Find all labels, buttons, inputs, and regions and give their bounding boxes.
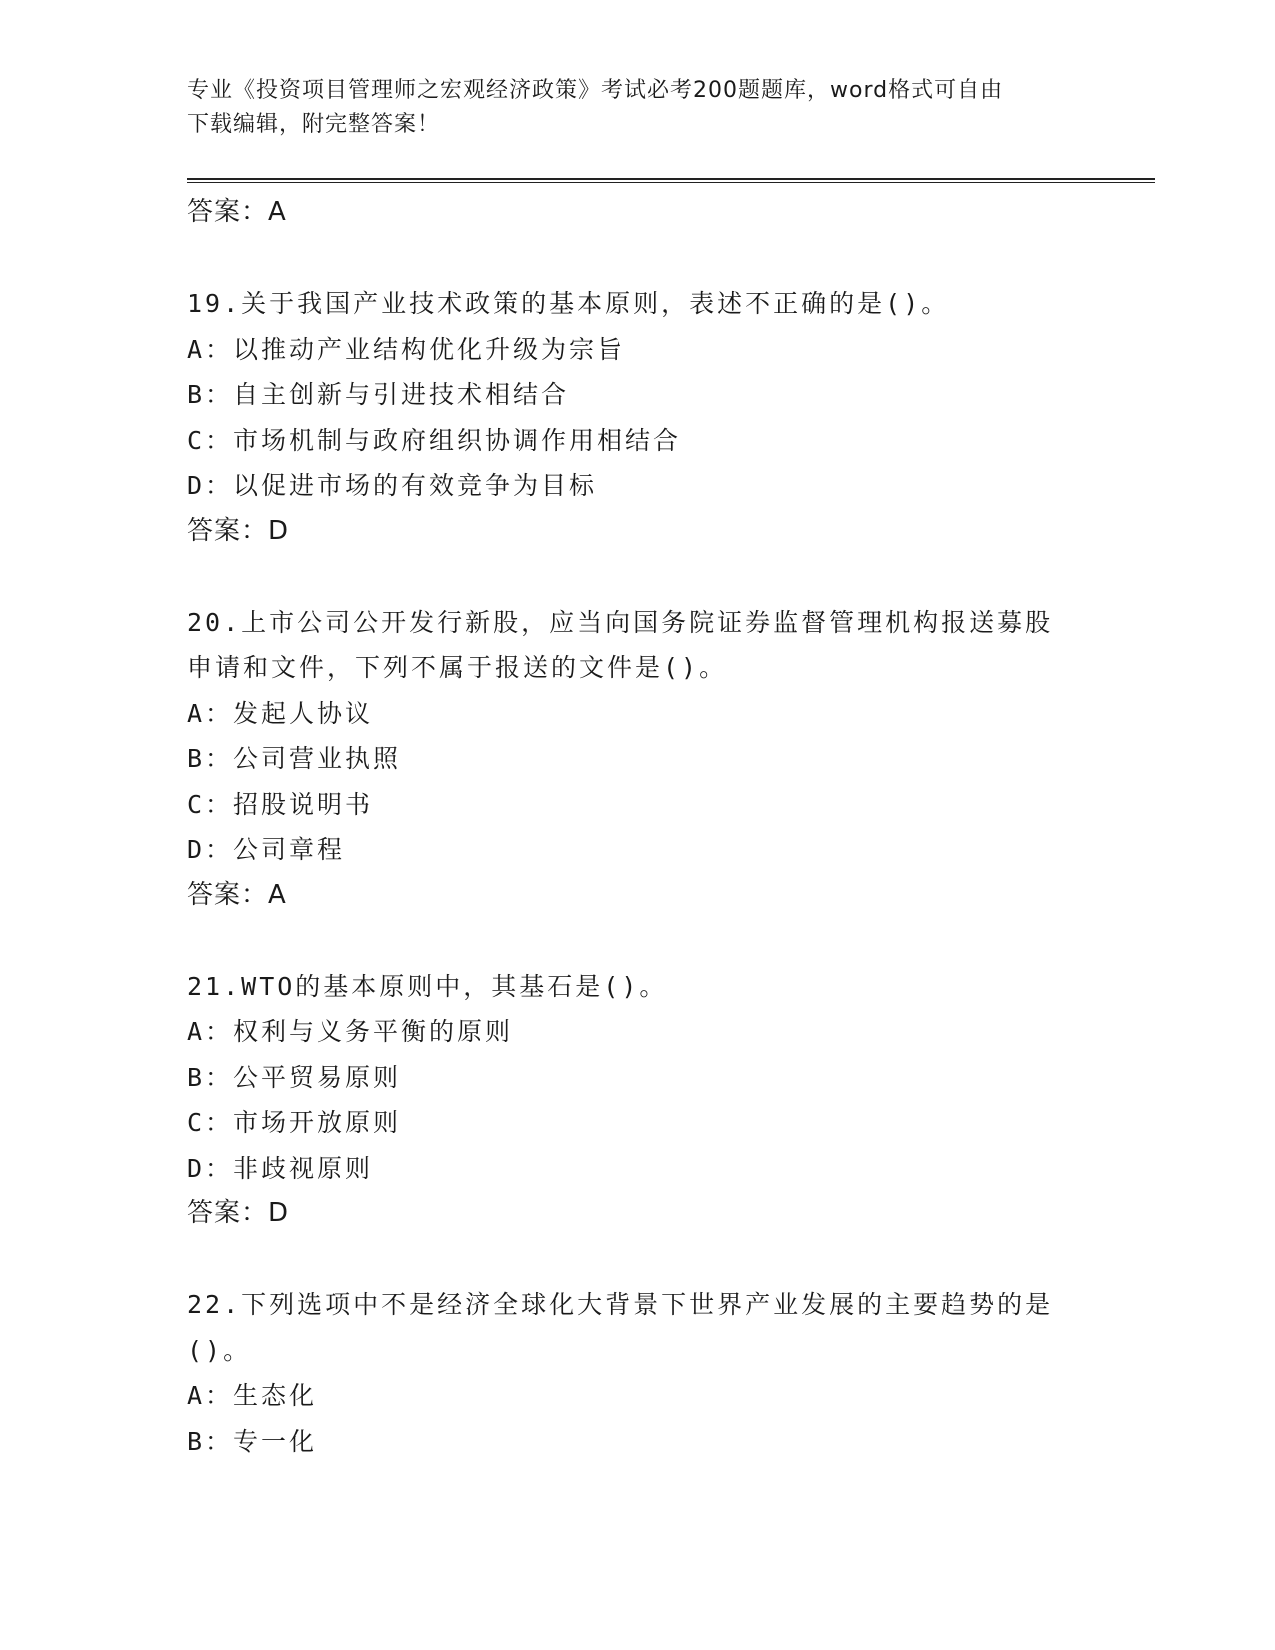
answer-line: 答案：A [187, 197, 287, 227]
option-d: D：以促进市场的有效竞争为目标 [187, 471, 598, 500]
question-block [187, 1282, 1087, 1464]
option-a: A：权利与义务平衡的原则 [187, 1017, 514, 1046]
header-line-2: 下载编辑，附完整答案！ [187, 112, 441, 137]
option-a: A：以推动产业结构优化升级为宗旨 [187, 334, 626, 364]
option-b: B：公平贸易原则 [187, 1062, 402, 1092]
question-list [187, 190, 1087, 1464]
option-c: C：招股说明书 [187, 789, 374, 819]
question-block [187, 281, 1087, 554]
option-c: C：市场机制与政府组织协调作用相结合 [187, 425, 682, 455]
option-b: B：自主创新与引进技术相结合 [187, 380, 570, 409]
option-b: B：专一化 [187, 1426, 318, 1456]
option-c: C：市场开放原则 [187, 1108, 402, 1137]
spacer [187, 554, 1087, 600]
spacer [187, 918, 1087, 964]
document-header [187, 74, 1067, 142]
question-stem: 21.WTO的基本原则中，其基石是()。 [187, 971, 668, 1001]
answer-line: 答案：A [187, 879, 287, 910]
question-block [187, 600, 1087, 919]
option-a: A：发起人协议 [187, 698, 374, 728]
header-divider [187, 178, 1155, 183]
option-d: D：非歧视原则 [187, 1153, 374, 1183]
spacer [187, 1237, 1087, 1283]
question-stem-continued: 申请和文件，下列不属于报送的文件是()。 [187, 653, 728, 682]
question-stem-continued: ()。 [187, 1335, 252, 1365]
question-block [187, 964, 1087, 1237]
question-stem: 20.上市公司公开发行新股，应当向国务院证券监督管理机构报送募股 [187, 607, 1054, 637]
question-stem: 22.下列选项中不是经济全球化大背景下世界产业发展的主要趋势的是 [187, 1290, 1054, 1319]
option-b: B：公司营业执照 [187, 744, 402, 773]
option-d: D：公司章程 [187, 835, 346, 864]
answer-line: 答案：D [187, 515, 290, 546]
answer-line: 答案：D [187, 1198, 290, 1228]
option-a: A：生态化 [187, 1381, 318, 1410]
spacer [187, 236, 1087, 282]
header-line-1: 专业《投资项目管理师之宏观经济政策》考试必考200题题库，word格式可自由 [187, 78, 1004, 103]
question-stem: 19.关于我国产业技术政策的基本原则，表述不正确的是()。 [187, 289, 950, 318]
